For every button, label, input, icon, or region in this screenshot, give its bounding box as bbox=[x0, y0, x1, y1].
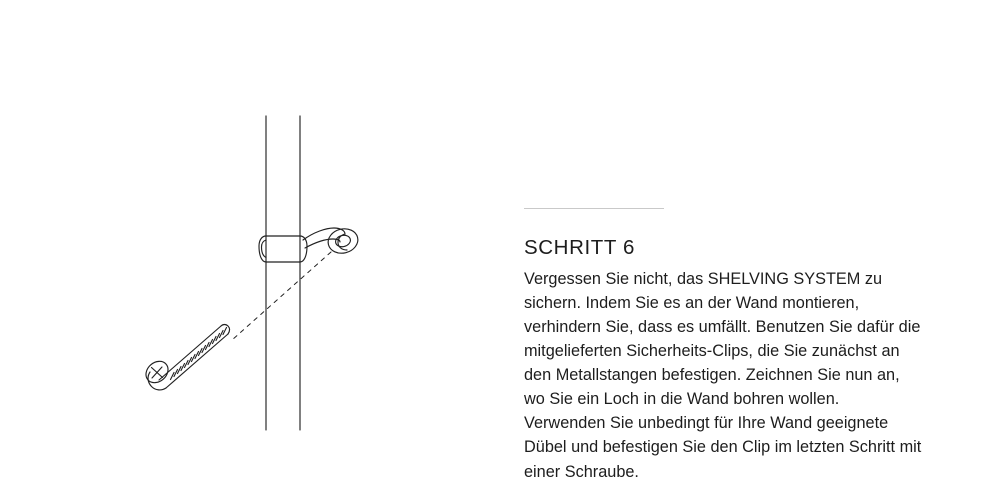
divider bbox=[524, 208, 664, 209]
page-title: SCHRITT 6 bbox=[524, 236, 635, 259]
step-description: Vergessen Sie nicht, das SHELVING SYSTEM zu sichern. Indem Sie es an der Wand montieren, verhindern Sie, dass es umfällt. Benutzen Sie dafür die mitgelieferten Sicherheits-Clips, die Sie zunächst an den Metallstangen befestigen. Zeichnen Sie nun an, wo Sie ein Loch in die Wand bohren wollen. Verwenden Sie unbedingt für Ihre Wand geeignete Dübel und befestigen Sie den Clip im letzten Schritt mit einer Schraube. bbox=[524, 269, 922, 481]
dashed-alignment-line bbox=[232, 252, 331, 340]
step-text-panel bbox=[524, 208, 944, 484]
safety-clip bbox=[303, 226, 360, 257]
wood-screw bbox=[142, 325, 230, 390]
vertical-pole bbox=[266, 116, 300, 430]
